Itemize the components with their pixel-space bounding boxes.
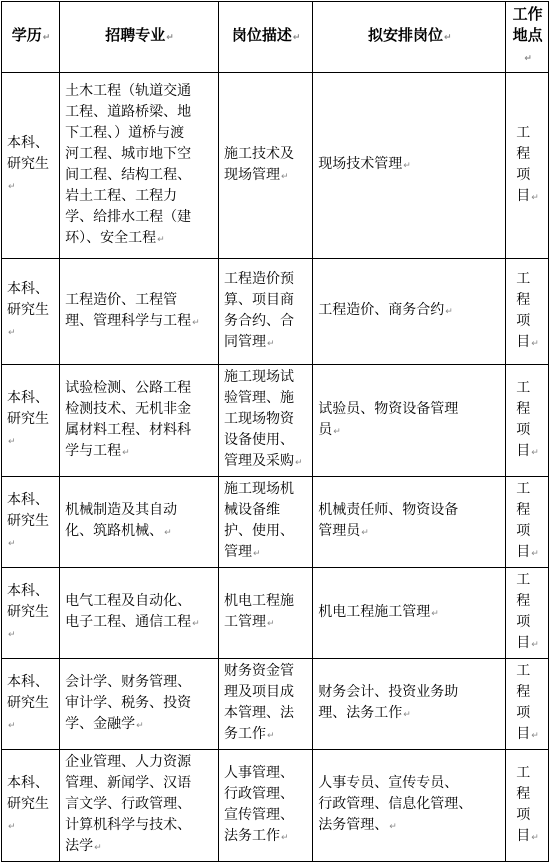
recruitment-table (1, 1, 549, 862)
paragraph-mark-icon: ↵ (192, 317, 200, 328)
paragraph-mark-icon: ↵ (122, 447, 130, 458)
cell-major: 试验检测、公路工程 检测技术、无机非金 属材料工程、材料科 学与工程↵ (60, 365, 219, 477)
paragraph-mark-icon: ↵ (333, 426, 341, 437)
cell-position: 现场技术管理↵ (313, 73, 506, 259)
paragraph-mark-icon: ↵ (531, 832, 539, 843)
cell-position: 人事专员、宣传专员、 行政管理、信息化管理、 法务管理、↵ (313, 750, 506, 862)
cell-education: 本科、 研究生↵ (2, 750, 60, 862)
cell-description: 财务资金管 理及项目成 本管理、法 务工作↵ (219, 659, 313, 750)
paragraph-mark-icon: ↵ (403, 161, 411, 171)
cell-position: 机电工程施工管理↵ (313, 568, 506, 659)
cell-position: 财务会计、投资业务助 理、法务工作↵ (313, 659, 506, 750)
cell-education: 本科、 研究生↵ (2, 477, 60, 568)
paragraph-mark-icon: ↵ (361, 528, 369, 538)
paragraph-mark-icon: ↵ (164, 528, 172, 538)
paragraph-mark-icon: ↵ (192, 619, 200, 629)
table-row (2, 477, 549, 568)
paragraph-mark-icon: ↵ (8, 538, 16, 549)
cell-location: 工程 项目↵ (506, 477, 549, 568)
cell-description: 机电工程施 工管理↵ (219, 568, 313, 659)
paragraph-mark-icon: ↵ (389, 822, 397, 832)
cell-position: 试验员、物资设备管理 员↵ (313, 365, 506, 477)
paragraph-mark-icon: ↵ (42, 33, 51, 43)
header-education: 学历↵ (2, 2, 60, 73)
paragraph-mark-icon: ↵ (445, 307, 453, 317)
cell-education: 本科、 研究生↵ (2, 568, 60, 659)
paragraph-mark-icon: ↵ (443, 33, 452, 43)
cell-major: 土木工程（轨道交通 工程、道路桥梁、地 下工程、）道桥与渡 河工程、城市地下空 间工程、结构工程、 岩土工程、工程力 学、给排水工程（建 环）、安全工程↵ (60, 73, 219, 259)
cell-position: 工程造价、商务合约↵ (313, 259, 506, 365)
header-location: 工作 地点↵ (506, 2, 549, 73)
paragraph-mark-icon: ↵ (431, 608, 439, 619)
cell-description: 施工现场试 验管理、施 工现场物资 设备使用、 管理及采购↵ (219, 365, 313, 477)
paragraph-mark-icon: ↵ (8, 437, 16, 447)
paragraph-mark-icon: ↵ (8, 822, 16, 832)
cell-location: 工程 项目↵ (506, 365, 549, 477)
cell-education: 本科、 研究生↵ (2, 259, 60, 365)
paragraph-mark-icon: ↵ (136, 720, 144, 731)
cell-position: 机械责任师、物资设备 管理员↵ (313, 477, 506, 568)
header-position: 拟安排岗位↵ (313, 2, 506, 73)
paragraph-mark-icon: ↵ (8, 182, 16, 192)
cell-location: 工程 项目↵ (506, 750, 549, 862)
paragraph-mark-icon: ↵ (166, 33, 174, 43)
table-row (2, 659, 549, 750)
table-row (2, 568, 549, 659)
paragraph-mark-icon: ↵ (524, 54, 532, 64)
paragraph-mark-icon: ↵ (253, 549, 261, 559)
paragraph-mark-icon: ↵ (267, 619, 275, 629)
table-row (2, 365, 549, 477)
cell-education: 本科、 研究生↵ (2, 73, 60, 259)
cell-location: 工程 项目↵ (506, 73, 549, 259)
paragraph-mark-icon: ↵ (531, 640, 539, 650)
header-row (2, 2, 549, 73)
cell-location: 工程 项目↵ (506, 259, 549, 365)
cell-location: 工程 项目↵ (506, 568, 549, 659)
paragraph-mark-icon: ↵ (267, 338, 275, 349)
table-row (2, 750, 549, 862)
cell-location: 工程 项目↵ (506, 659, 549, 750)
cell-major: 工程造价、工程管 理、管理科学与工程↵ (60, 259, 219, 365)
cell-education: 本科、 研究生↵ (2, 365, 60, 477)
cell-major: 企业管理、人力资源 管理、新闻学、汉语 言文学、行政管理、 计算机科学与技术、 法学↵ (60, 750, 219, 862)
paragraph-mark-icon: ↵ (267, 731, 275, 741)
paragraph-mark-icon: ↵ (281, 171, 289, 182)
paragraph-mark-icon: ↵ (295, 458, 303, 468)
paragraph-mark-icon: ↵ (281, 832, 289, 843)
cell-major: 机械制造及其自动 化、筑路机械、↵ (60, 477, 219, 568)
cell-description: 施工现场机 械设备维 护、使用、 管理↵ (219, 477, 313, 568)
paragraph-mark-icon: ↵ (8, 720, 16, 731)
table-row (2, 73, 549, 259)
header-major: 招聘专业↵ (60, 2, 219, 73)
cell-description: 施工技术及 现场管理↵ (219, 73, 313, 259)
paragraph-mark-icon: ↵ (8, 328, 16, 338)
paragraph-mark-icon: ↵ (531, 549, 539, 559)
cell-description: 工程造价预 算、项目商 务合约、合 同管理↵ (219, 259, 313, 365)
paragraph-mark-icon: ↵ (94, 843, 102, 853)
paragraph-mark-icon: ↵ (292, 33, 301, 43)
cell-major: 会计学、财务管理、 审计学、税务、投资 学、金融学↵ (60, 659, 219, 750)
cell-description: 人事管理、 行政管理、 宣传管理、 法务工作↵ (219, 750, 313, 862)
paragraph-mark-icon: ↵ (157, 234, 165, 245)
cell-major: 电气工程及自动化、 电子工程、通信工程↵ (60, 568, 219, 659)
table-row (2, 259, 549, 365)
paragraph-mark-icon: ↵ (531, 192, 539, 203)
paragraph-mark-icon: ↵ (531, 447, 539, 458)
header-description: 岗位描述↵ (219, 2, 313, 73)
paragraph-mark-icon: ↵ (403, 710, 411, 720)
paragraph-mark-icon: ↵ (531, 731, 539, 741)
cell-education: 本科、 研究生↵ (2, 659, 60, 750)
paragraph-mark-icon: ↵ (8, 629, 16, 640)
paragraph-mark-icon: ↵ (531, 338, 539, 349)
